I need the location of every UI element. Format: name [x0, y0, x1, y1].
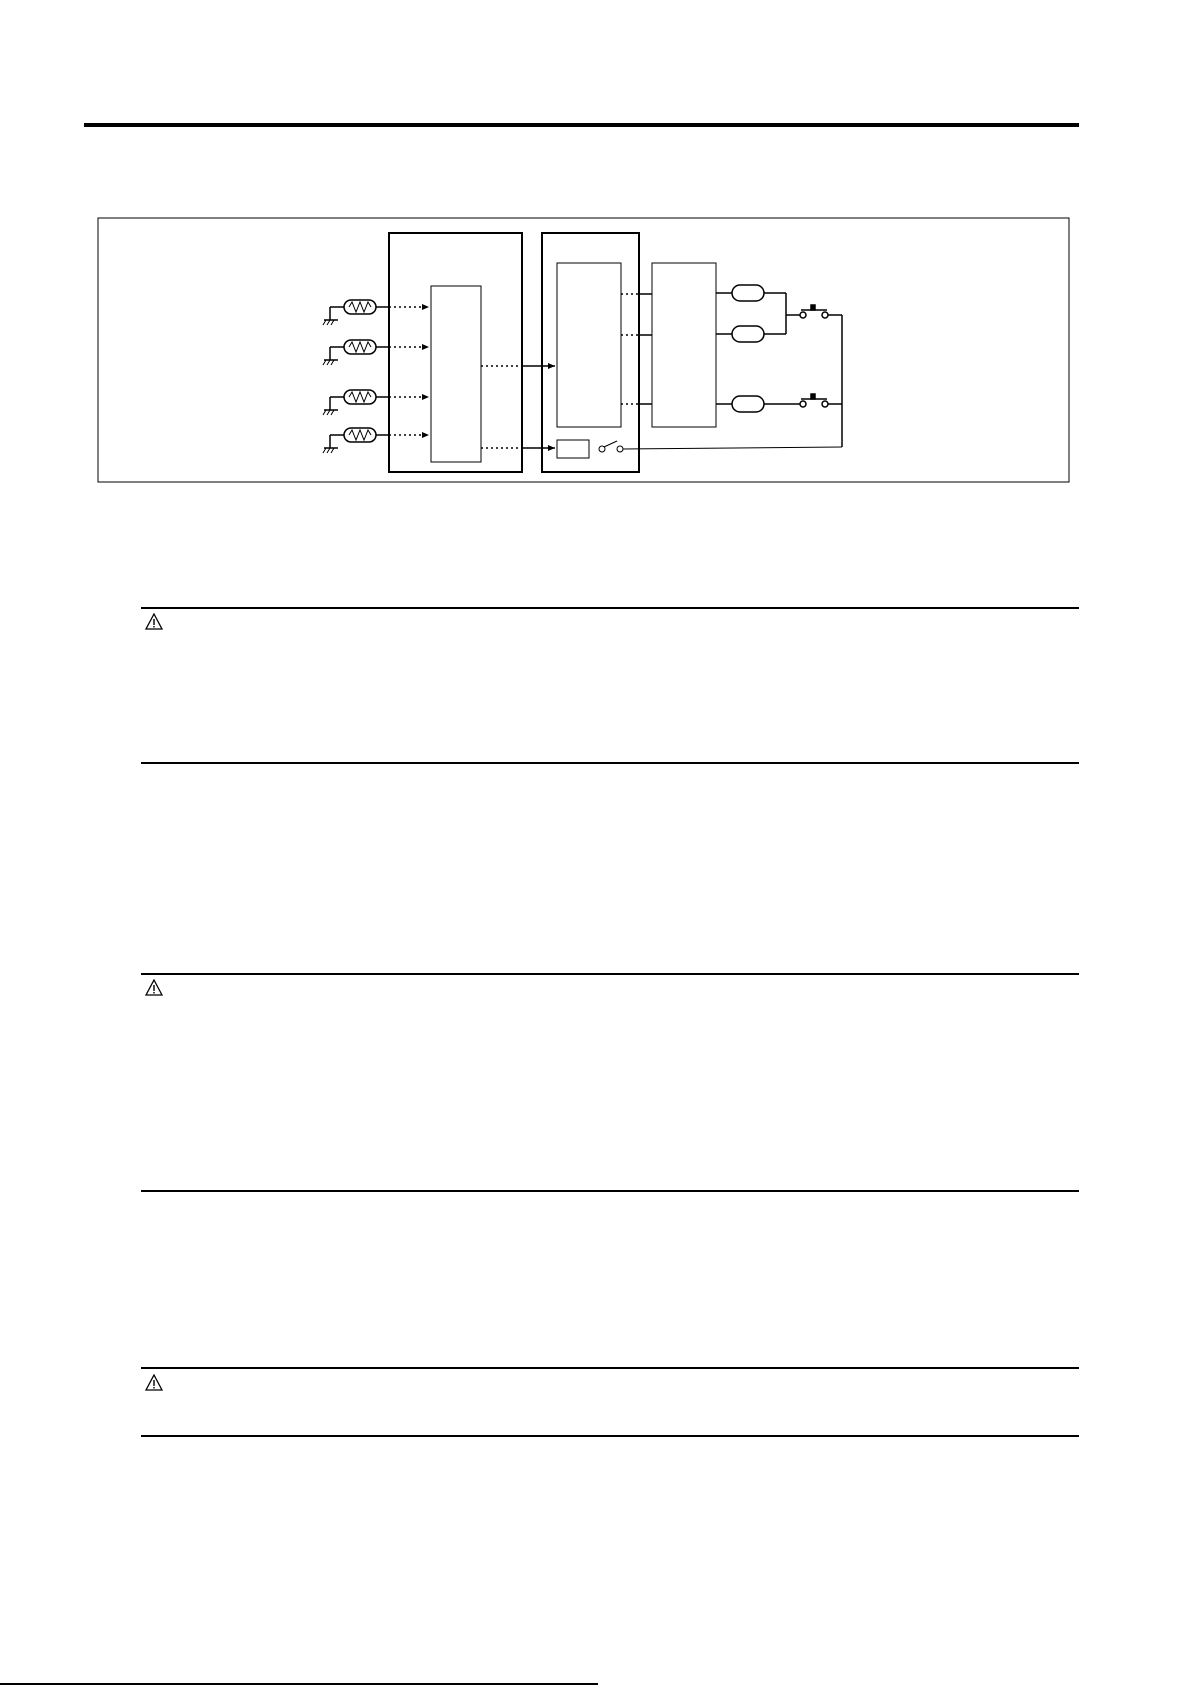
relay-coil-box	[557, 440, 589, 458]
driver-block-box	[652, 263, 716, 427]
load-3	[732, 396, 764, 412]
control-processor-box	[557, 263, 621, 427]
diagram-frame	[98, 218, 1069, 482]
input-unit-box	[389, 233, 522, 472]
warning-triangle-icon	[145, 979, 163, 997]
warning-1-top-rule	[141, 607, 1079, 609]
warning-1-bottom-rule	[141, 762, 1079, 764]
contact-2	[800, 394, 828, 407]
sensor-4	[323, 428, 376, 453]
contact-1	[800, 305, 828, 318]
warning-3-bottom-rule	[141, 1435, 1079, 1437]
relay-return-line	[623, 447, 842, 449]
load-2	[732, 326, 764, 342]
sensor-3	[323, 390, 376, 415]
warning-triangle-icon	[145, 613, 163, 631]
input-processor-box	[431, 286, 481, 462]
relay-contact	[599, 441, 623, 452]
sensor-1	[323, 300, 376, 325]
warning-triangle-icon	[145, 1374, 163, 1392]
warning-2-top-rule	[141, 973, 1079, 975]
sensor-2	[323, 340, 376, 365]
load-1	[732, 285, 764, 301]
warning-2-bottom-rule	[141, 1190, 1079, 1192]
warning-3-top-rule	[141, 1367, 1079, 1369]
